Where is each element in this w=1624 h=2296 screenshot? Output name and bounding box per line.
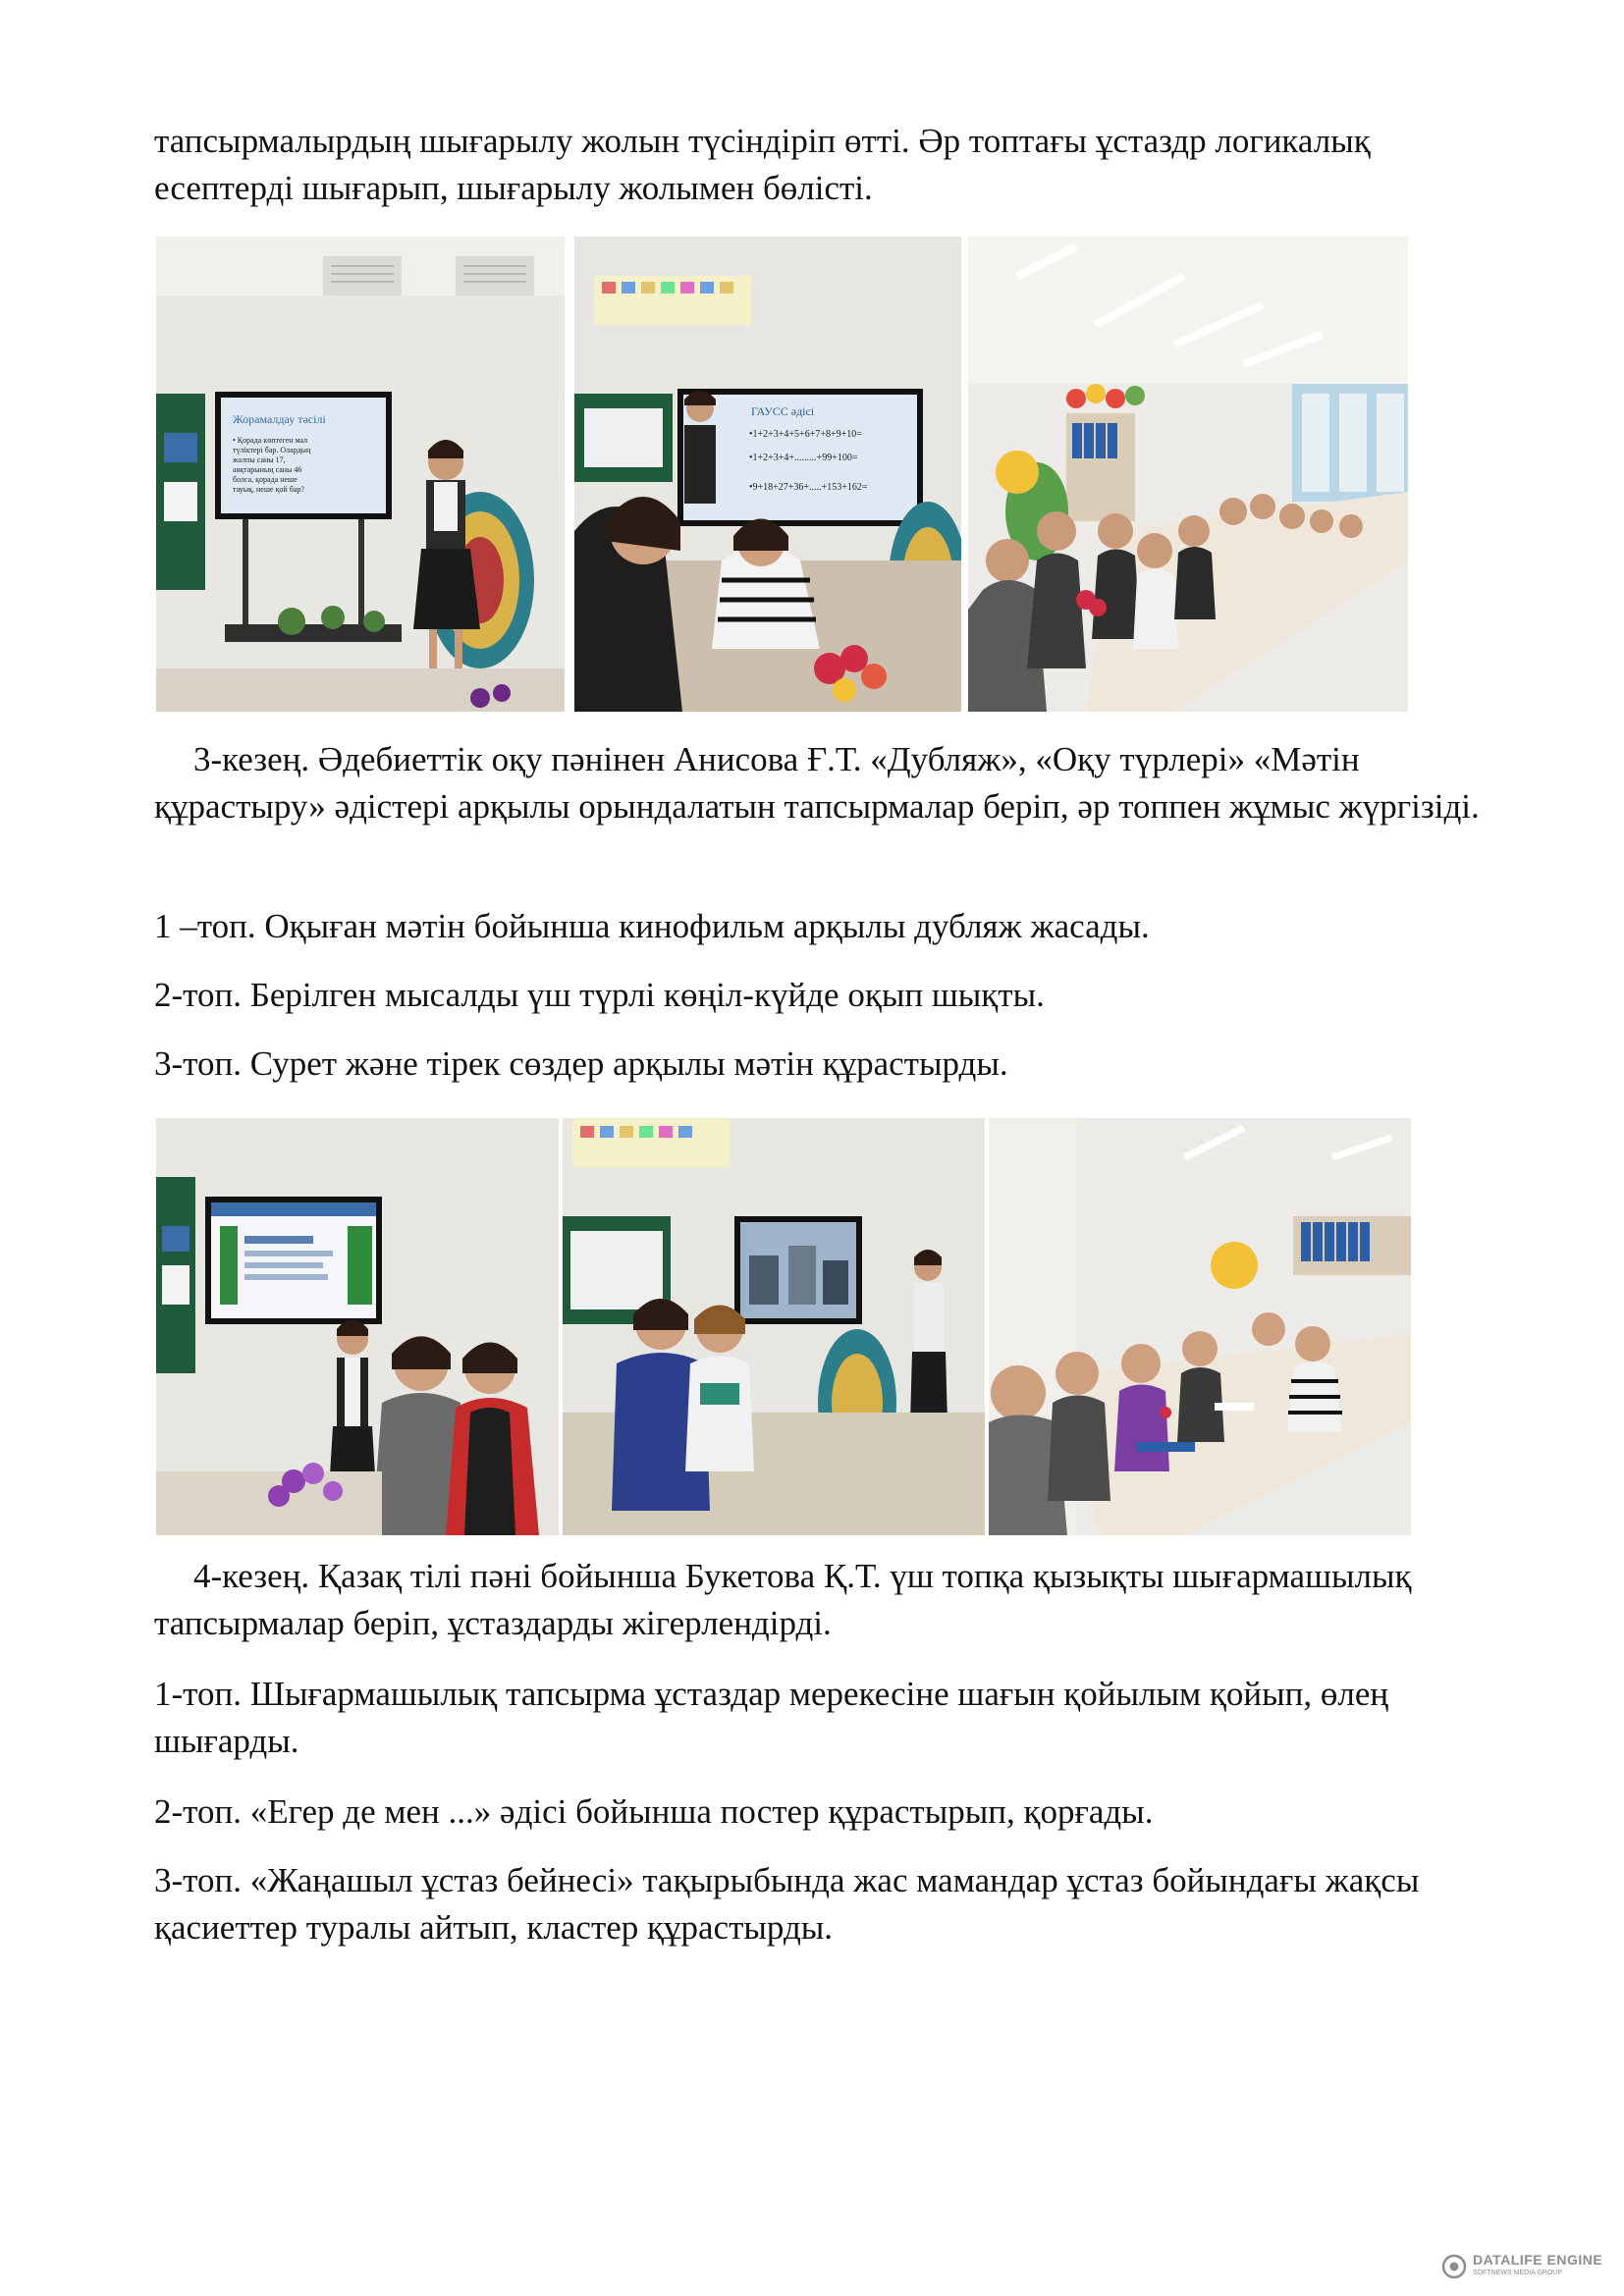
paragraph-stage-4: 4-кезең. Қазақ тілі пәні бойынша Букетова Қ.Т. үш топқа қызықты шығармашылық тапсырмалар беріп, ұстаздарды жігерлендірді. <box>154 1557 1412 1642</box>
photo-reading-dub-exercise <box>563 1118 985 1535</box>
paragraph-group-2: 2-топ. Берілген мысалды үш түрлі көңіл-күйде оқып шықты. <box>154 976 1045 1014</box>
slide-math-0: •1+2+3+4+5+6+7+8+9+10= <box>749 429 862 440</box>
paragraph-stage-4-group-3: 3-топ. «Жаңашыл ұстаз бейнесі» тақырыбында жас мамандар ұстаз бойындағы жақсы қасиеттер туралы айтып, кластер құрастырды. <box>154 1861 1420 1947</box>
slide-line-3: аяқтарының саны 46 <box>233 465 302 474</box>
paragraph-group-3: 3-топ. Сурет және тірек сөздер арқылы мәтін құрастырды. <box>154 1044 1008 1083</box>
watermark-subtitle: SOFTNEWS MEDIA GROUP <box>1473 2269 1563 2276</box>
paragraph-intro: тапсырмалырдың шығарылу жолын түсіндіріп өтті. Әр топтағы ұстаздр логикалық есептерді шығарып, шығарылу жолымен бөлісті. <box>154 122 1371 207</box>
photo-gauss-method-lesson <box>574 237 961 712</box>
paragraph-stage-3: 3-кезең. Әдебиеттік оқу пәнінен Анисова Ғ.Т. «Дубляж», «Оқу түрлері» «Мәтін құрастыру» әдістері арқылы орындалатын тапсырмалар беріп, әр топпен жұмыс жүргізіді. <box>154 740 1480 826</box>
slide-line-4: болса, қорада неше <box>233 475 298 484</box>
slide-math-1: •1+2+3+4+.........+99+100= <box>749 453 858 463</box>
paragraph-stage-4-group-2: 2-топ. «Егер де мен ...» әдісі бойынша постер құрастырып, қорғады. <box>154 1792 1154 1831</box>
datalife-logo-icon <box>1441 2254 1467 2279</box>
slide-line-2: жалпы саны 17, <box>233 455 286 464</box>
datalife-engine-watermark <box>1441 2250 1603 2285</box>
slide-line-0: • Қорада көптеген мал <box>233 436 308 445</box>
slide-title-left: Жорамалдау тәсілі <box>233 412 326 426</box>
slide-line-5: тауық, неше қой бар? <box>233 485 304 494</box>
paragraph-stage-4-group-1: 1-топ. Шығармашылық тапсырма ұстаздар мерекесіне шағын қойылым қойып, өлең шығарды. <box>154 1675 1389 1760</box>
photo-teacher-at-board <box>156 237 565 712</box>
slide-line-1: түліктері бар. Олардың <box>233 446 311 454</box>
paragraph-group-1: 1 –топ. Оқыған мәтін бойынша кинофильм арқылы дубляж жасады. <box>154 907 1150 945</box>
slide-math-2: •9+18+27+36+.....+153+162= <box>749 482 868 493</box>
photo-teachers-at-tables <box>968 237 1408 712</box>
watermark-title: DATALIFE ENGINE <box>1473 2252 1603 2268</box>
slide-title-center: ГАУСС әдісі <box>751 404 815 418</box>
photo-teacher-with-group <box>156 1118 559 1535</box>
photo-group-at-long-table <box>989 1118 1411 1535</box>
